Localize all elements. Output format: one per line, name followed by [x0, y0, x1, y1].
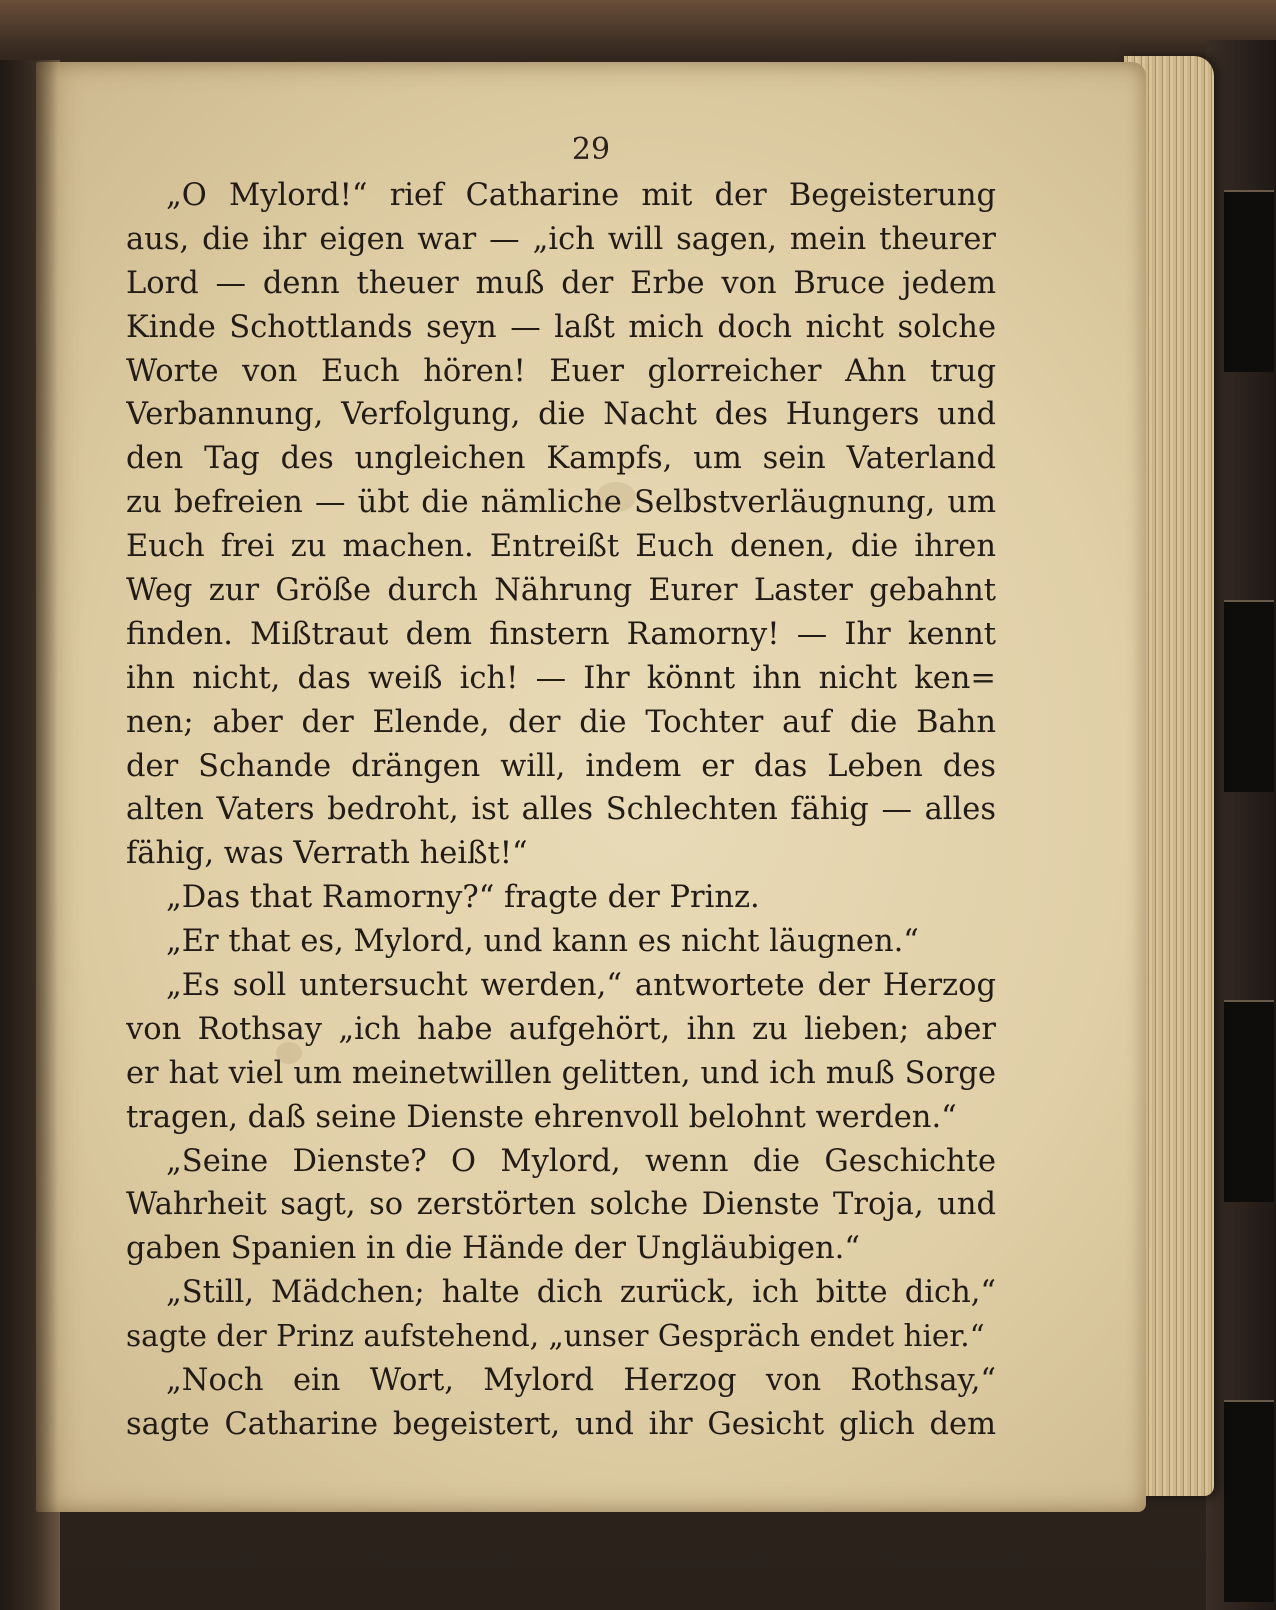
text-line: „Er that es, Mylord, und kann es nicht läugnen.“: [166, 924, 919, 960]
text-line: „Seine Dienste? O Mylord, wenn die Geschichte: [166, 1143, 996, 1179]
spine-shadow: [36, 62, 58, 1512]
text-line: Lord — denn theuer muß der Erbe von Bruce jedem: [126, 265, 996, 301]
cover-stripe: [1224, 1000, 1274, 1202]
text-line: sagte Catharine begeistert, und ihr Gesicht glich dem: [126, 1406, 996, 1442]
text-line: er hat viel um meinetwillen gelitten, und ich muß Sorge: [126, 1055, 996, 1091]
text-line: Euch frei zu machen. Entreißt Euch denen, die ihren: [126, 529, 996, 565]
text-line: Verbannung, Verfolgung, die Nacht des Hungers und: [126, 397, 996, 433]
cover-stripe: [1224, 190, 1274, 372]
text-line: von Rothsay „ich habe aufgehört, ihn zu lieben; aber: [126, 1011, 996, 1047]
text-line: „Still, Mädchen; halte dich zurück, ich bitte dich,“: [166, 1275, 996, 1311]
text-line: Weg zur Größe durch Nährung Eurer Laster gebahnt: [126, 573, 996, 609]
text-line: „Noch ein Wort, Mylord Herzog von Rothsay,“: [166, 1363, 996, 1399]
cover-stripe: [1224, 1400, 1274, 1602]
text-line: tragen, daß seine Dienste ehrenvoll belohnt werden.“: [126, 1099, 957, 1135]
text-line: Kinde Schottlands seyn — laßt mich doch nicht solche: [126, 309, 996, 345]
cover-stripe: [1224, 600, 1274, 792]
text-line: alten Vaters bedroht, ist alles Schlechten fähig — alles: [126, 792, 996, 828]
text-line: „Das that Ramorny?“ fragte der Prinz.: [166, 880, 760, 916]
text-line: sagte der Prinz aufstehend, „unser Gespräch endet hier.“: [126, 1319, 985, 1354]
body-text: [126, 174, 996, 1447]
text-line: zu befreien — übt die nämliche Selbstverläugnung, um: [126, 485, 996, 521]
text-line: gaben Spanien in die Hände der Ungläubigen.“: [126, 1231, 860, 1267]
text-line: „O Mylord!“ rief Catharine mit der Begeisterung: [166, 178, 996, 213]
text-line: Worte von Euch hören! Euer glorreicher Ahn trug: [126, 353, 996, 389]
page-number: 29: [571, 132, 611, 167]
book-page: [36, 62, 1146, 1512]
text-line: fähig, was Verrath heißt!“: [126, 836, 528, 872]
text-line: Wahrheit sagt, so zerstörten solche Dienste Troja, und: [126, 1187, 996, 1223]
text-line: aus, die ihr eigen war — „ich will sagen, mein theurer: [126, 221, 996, 257]
text-line: „Es soll untersucht werden,“ antwortete der Herzog: [166, 968, 996, 1004]
text-line: den Tag des ungleichen Kampfs, um sein Vaterland: [126, 441, 996, 477]
text-line: finden. Mißtraut dem finstern Ramorny! — Ihr kennt: [126, 616, 996, 652]
text-line: ihn nicht, das weiß ich! — Ihr könnt ihn nicht ken=: [126, 660, 996, 696]
book-cover-right: [1206, 40, 1276, 1610]
text-line: der Schande drängen will, indem er das Leben des: [126, 748, 996, 784]
text-line: nen; aber der Elende, der die Tochter auf die Bahn: [126, 704, 996, 740]
